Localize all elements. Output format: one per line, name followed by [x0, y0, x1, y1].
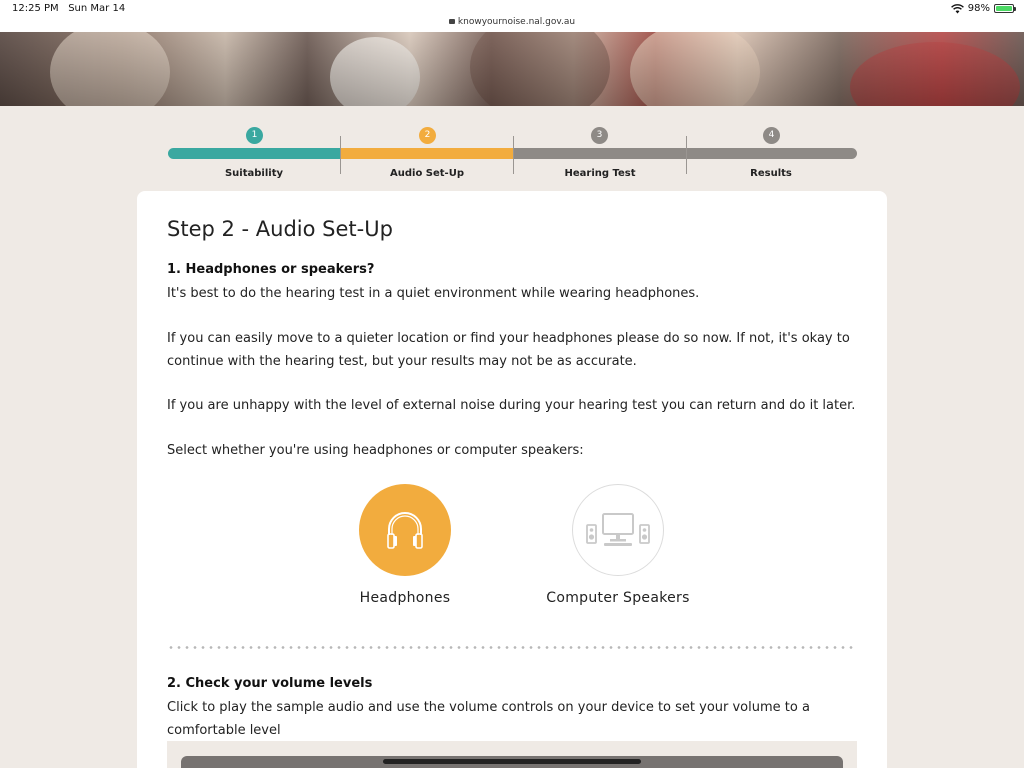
- status-right: [951, 3, 1014, 14]
- page-title: Step 2 - Audio Set-Up: [167, 217, 393, 241]
- progress-segment-4: [685, 148, 857, 159]
- computer-speakers-option[interactable]: [518, 484, 718, 606]
- progress-segment-3: [513, 148, 685, 159]
- section-1-paragraph-3: If you are unhappy with the level of external noise during your hearing test you can return and do it later.: [167, 398, 856, 413]
- progress-stepper: [168, 124, 857, 184]
- headphones-icon: [380, 505, 430, 555]
- wifi-icon: [951, 4, 964, 14]
- headphones-option[interactable]: [305, 484, 505, 606]
- status-bar: [0, 0, 1024, 32]
- status-time-date: [12, 3, 125, 14]
- status-date: Sun Mar 14: [68, 3, 126, 14]
- step-2-number: 2: [419, 127, 436, 144]
- hero-banner-image: [0, 32, 1024, 106]
- step-3-label: Hearing Test: [564, 168, 636, 179]
- home-indicator[interactable]: [383, 759, 641, 764]
- section-1-paragraph-1: It's best to do the hearing test in a quiet environment while wearing headphones.: [167, 286, 700, 301]
- section-1-heading: 1. Headphones or speakers?: [167, 262, 375, 277]
- main-card: [137, 191, 887, 768]
- progress-segment-1: [168, 148, 340, 159]
- dotted-divider: [167, 646, 857, 649]
- battery-percent: 98%: [967, 3, 990, 14]
- headphones-option-circle[interactable]: [359, 484, 451, 576]
- status-time: 12:25 PM: [12, 3, 59, 14]
- step-1-number: 1: [246, 127, 263, 144]
- section-1-paragraph-2: If you can easily move to a quieter location or find your headphones please do so now. If not, it's okay to continue with the hearing test, but your results may not be as accurate.: [167, 331, 850, 369]
- section-1-paragraph-4: Select whether you're using headphones or computer speakers:: [167, 443, 584, 458]
- lock-icon: [449, 19, 455, 24]
- battery-icon: [994, 4, 1014, 13]
- headphones-label: Headphones: [359, 590, 451, 606]
- step-4-number: 4: [763, 127, 780, 144]
- url-text: knowyournoise.nal.gov.au: [457, 17, 576, 27]
- address-bar[interactable]: [0, 17, 1024, 27]
- step-3-number: 3: [591, 127, 608, 144]
- progress-segment-2: [340, 148, 512, 159]
- computer-speakers-label: Computer Speakers: [546, 590, 690, 606]
- step-2-label: Audio Set-Up: [390, 168, 464, 179]
- section-2-heading: 2. Check your volume levels: [167, 676, 373, 691]
- step-1-label: Suitability: [224, 168, 284, 179]
- computer-speakers-option-circle[interactable]: [572, 484, 664, 576]
- computer-speakers-icon: [583, 505, 653, 555]
- section-2-paragraph-1: Click to play the sample audio and use the volume controls on your device to set your volume to a comfortable level: [167, 700, 810, 738]
- step-4-label: Results: [750, 168, 792, 179]
